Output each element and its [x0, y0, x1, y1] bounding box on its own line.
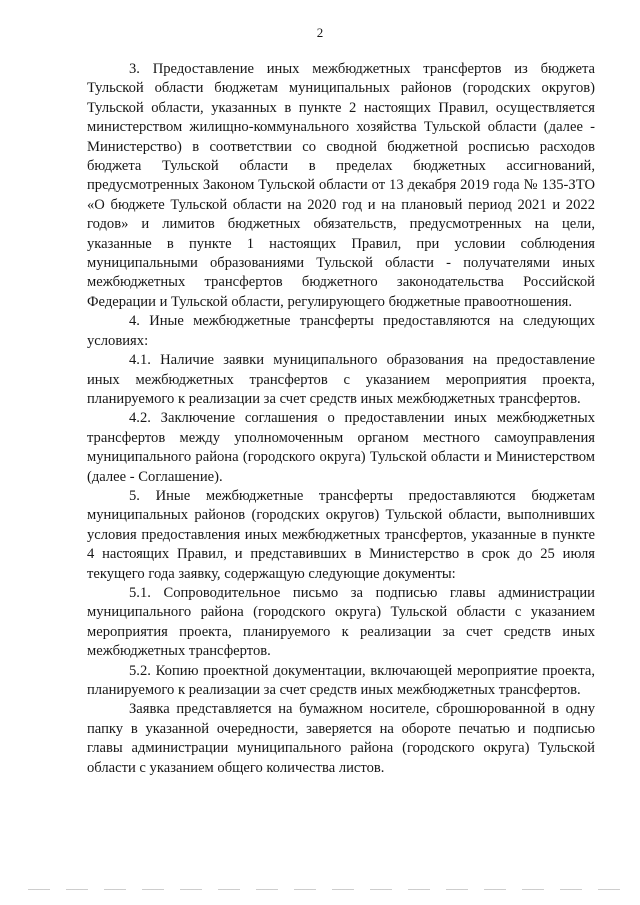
scan-edge-artifact: [28, 889, 628, 890]
paragraph-4-1-application: 4.1. Наличие заявки муниципального образования на предоставление иных межбюджетных трансфертов с указанием мероприятия проекта, планируемого к реализации за счет средств иных межбюджетных трансфертов.: [87, 352, 595, 407]
paragraph-3-transfers-provision: 3. Предоставление иных межбюджетных трансфертов из бюджета Тульской области бюджетам муниципальных районов (городских округов) Тульской области, указанных в пункте 2 настоящих Правил, осуществляется министерством жилищно-коммунального хозяйства Тульской области (далее - Министерство) в соответствии со сводной бюджетной росписью расходов бюджета Тульской области в пределах бюджетных ассигнований, предусмотренных Законом Тульской области от 13 декабря 2019 года № 135-ЗТО «О бюджете Тульской области на 2020 год и на плановый период 2021 и 2022 годов» и лимитов бюджетных обязательств, предусмотренных на цели, указанные в пункте 1 настоящих Правил, при условии соблюдения муниципальными образованиями Тульской области - получателями иных межбюджетных трансфертов бюджетного законодательства Российской Федерации и Тульской области, регулирующего бюджетные правоотношения.: [87, 61, 595, 310]
paragraph-5-budgets: 5. Иные межбюджетные трансферты предоставляются бюджетам муниципальных районов (городских округов) Тульской области, выполнивших условия предоставления иных межбюджетных трансфертов, указанные в пункте 4 настоящих Правил, и представивших в Министерство в срок до 25 июля текущего года заявку, содержащую следующие документы:: [87, 487, 595, 582]
paragraph-4-2-agreement: 4.2. Заключение соглашения о предоставлении иных межбюджетных трансфертов между уполномоченным органом местного самоуправления муниципального района (городского округа) Тульской области и Министерством (далее - Соглашение).: [87, 410, 595, 485]
page-number: 2: [316, 25, 324, 40]
document-body: [87, 60, 595, 778]
paragraph-application-format: Заявка представляется на бумажном носителе, сброшюрованной в одну папку в указанной очередности, заверяется на обороте печатью и подписью главы администрации муниципального района (городского округа) Тульской области с указанием общего количества листов.: [87, 701, 595, 776]
paragraph-5-2-project-docs: 5.2. Копию проектной документации, включающей мероприятие проекта, планируемого к реализации за счет средств иных межбюджетных трансфертов.: [87, 662, 595, 698]
paragraph-5-1-cover-letter: 5.1. Сопроводительное письмо за подписью главы администрации муниципального района (городского округа) Тульской области с указанием мероприятия проекта, планируемого к реализации за счет средств иных межбюджетных трансфертов.: [87, 584, 595, 660]
paragraph-4-conditions: 4. Иные межбюджетные трансферты предоставляются на следующих условиях:: [87, 313, 595, 349]
